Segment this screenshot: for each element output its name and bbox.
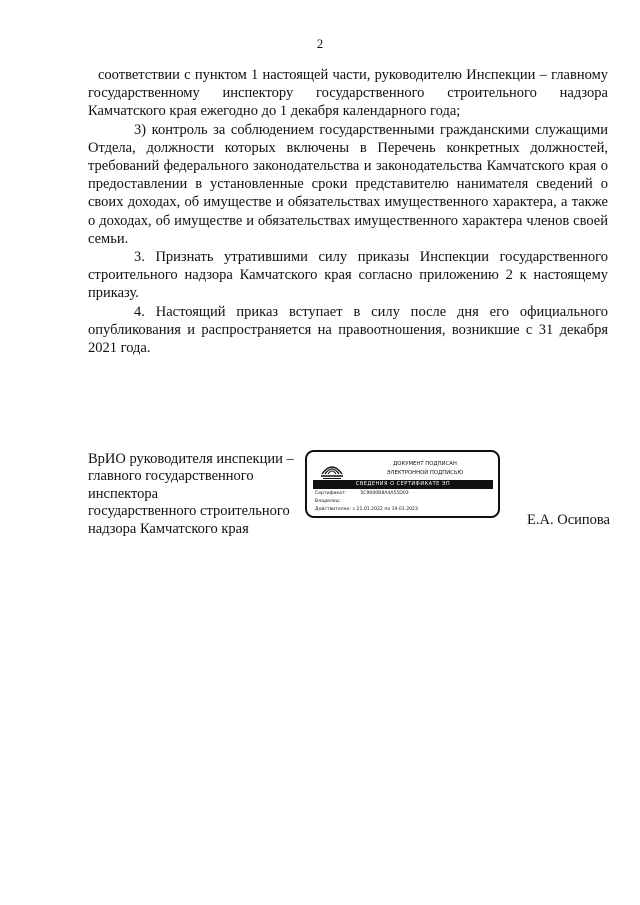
position-line: главного государственного <box>88 468 254 485</box>
stamp-certificate-bar: СВЕДЕНИЯ О СЕРТИФИКАТЕ ЭП <box>313 480 493 489</box>
position-line: государственного строительного <box>88 503 290 520</box>
paragraph-1: соответствии с пунктом 1 настоящей части, руководителю Инспекции – главному государственному инспектору государственного строительного надзора Камчатского края ежегодно до 1 декабря календарного года; <box>88 67 608 120</box>
cert-value: 5C9000B8A4A55D03 <box>360 491 409 496</box>
owner-label: Владелец: <box>315 499 341 504</box>
position-line: инспектора <box>88 485 159 502</box>
stamp-title: ДОКУМЕНТ ПОДПИСАН <box>393 461 457 467</box>
emblem-icon <box>319 458 345 480</box>
page-number: 2 <box>316 36 324 51</box>
signatory-position <box>88 451 303 538</box>
paragraph-2: 3) контроль за соблюдением государственными гражданскими служащими Отдела, должности которых включены в Перечень конкретных должностей, требований федерального законодательства и законодательства Камчатского края о предоставлении в установленные сроки представителю нанимателя сведений о своих доходах, об имуществе и обязательствах имущественного характера, а также о доходах, об имуществе и обязательствах имущественного характера членов своей семьи. <box>88 121 608 247</box>
signatory-name: Е.А. Осипова <box>527 512 610 528</box>
stamp-certificate-info <box>315 490 495 514</box>
position-line: ВрИО руководителя инспекции – <box>88 451 294 467</box>
position-line: надзора Камчатского края <box>88 520 249 537</box>
validity: Действителен: с 21.01.2022 по 19.01.2023 <box>315 507 418 512</box>
paragraph-4: 4. Настоящий приказ вступает в силу после дня его официального опубликования и распространяется на правоотношения, возникшие с 31 декабря 2021 года. <box>88 303 608 357</box>
stamp-subtitle: ЭЛЕКТРОННОЙ ПОДПИСЬЮ <box>386 470 464 476</box>
paragraph-3: 3. Признать утратившими силу приказы Инспекции государственного строительного надзора Камчатского края согласно приложению 2 к настоящему приказу. <box>88 249 608 302</box>
stamp-header <box>357 460 493 478</box>
cert-label: Сертификат: <box>315 491 347 496</box>
document-body <box>88 66 608 357</box>
electronic-signature-stamp <box>305 450 500 518</box>
